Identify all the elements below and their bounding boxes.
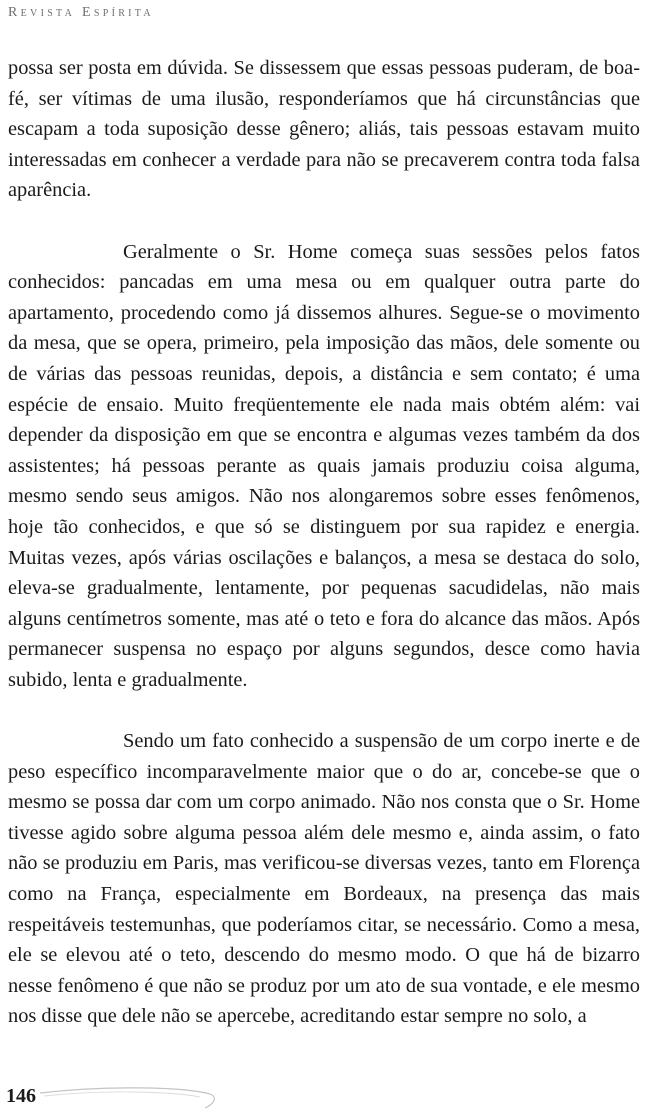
- running-head: Revista Espírita: [8, 5, 154, 20]
- folio-ornament: [0, 1080, 260, 1112]
- page-number: 146: [6, 1085, 36, 1107]
- paragraph-suspension: Sendo um fato conhecido a suspensão de um corpo inerte e de peso específico incomparavelmente maior que o do ar, concebe-se que o mesmo se possa dar com um corpo animado. Não nos consta que o Sr. Home tivesse agido sobre alguma pessoa além dele mesmo e, ainda assim, o fato não se produziu em Paris, mas verificou-se diversas vezes, tanto em Florença como na França, especialmente em Bordeaux, na presença das mais respeitáveis testemunhas, que poderíamos citar, se necessário. Como a mesa, ele se elevou até o teto, descendo do mesmo modo. O que há de bizarro nesse fenômeno é que não se produz por um ato de sua vontade, e ele mesmo nos disse que dele não se apercebe, acreditando estar sempre no solo, a: [8, 730, 640, 1028]
- paragraph-continuation: possa ser posta em dúvida. Se dissessem que essas pessoas puderam, de boa-fé, ser vítimas de uma ilusão, responderíamos que há circunstâncias que escapam a toda suposição desse gênero; aliás, tais pessoas estavam muito interessadas em conhecer a verdade para não se precaverem contra toda falsa aparência.: [8, 57, 640, 202]
- paragraph-home-sessions: Geralmente o Sr. Home começa suas sessões pelos fatos conhecidos: pancadas em uma mesa ou em qualquer outra parte do apartamento, procedendo como já dissemos alhures. Segue-se o movimento da mesa, que se opera, primeiro, pela imposição das mãos, dele somente ou de várias das pessoas reunidas, depois, a distância e sem contato; é uma espécie de ensaio. Muito freqüentemente ele nada mais obtém além: vai depender da disposição em que se encontra e algumas vezes também da dos assistentes; há pessoas perante as quais jamais produziu coisa alguma, mesmo sendo seus amigos. Não nos alongaremos sobre esses fenômenos, hoje tão conhecidos, e que só se distinguem por sua rapidez e energia. Muitas vezes, após várias oscilações e balanços, a mesa se destaca do solo, eleva-se gradualmente, lentamente, por pequenas sacudidelas, não mais alguns centímetros somente, mas até o teto e fora do alcance das mãos. Após permanecer suspensa no espaço por alguns segundos, desce como havia subido, lenta e gradualmente.: [8, 240, 640, 691]
- body-text: [8, 53, 640, 1032]
